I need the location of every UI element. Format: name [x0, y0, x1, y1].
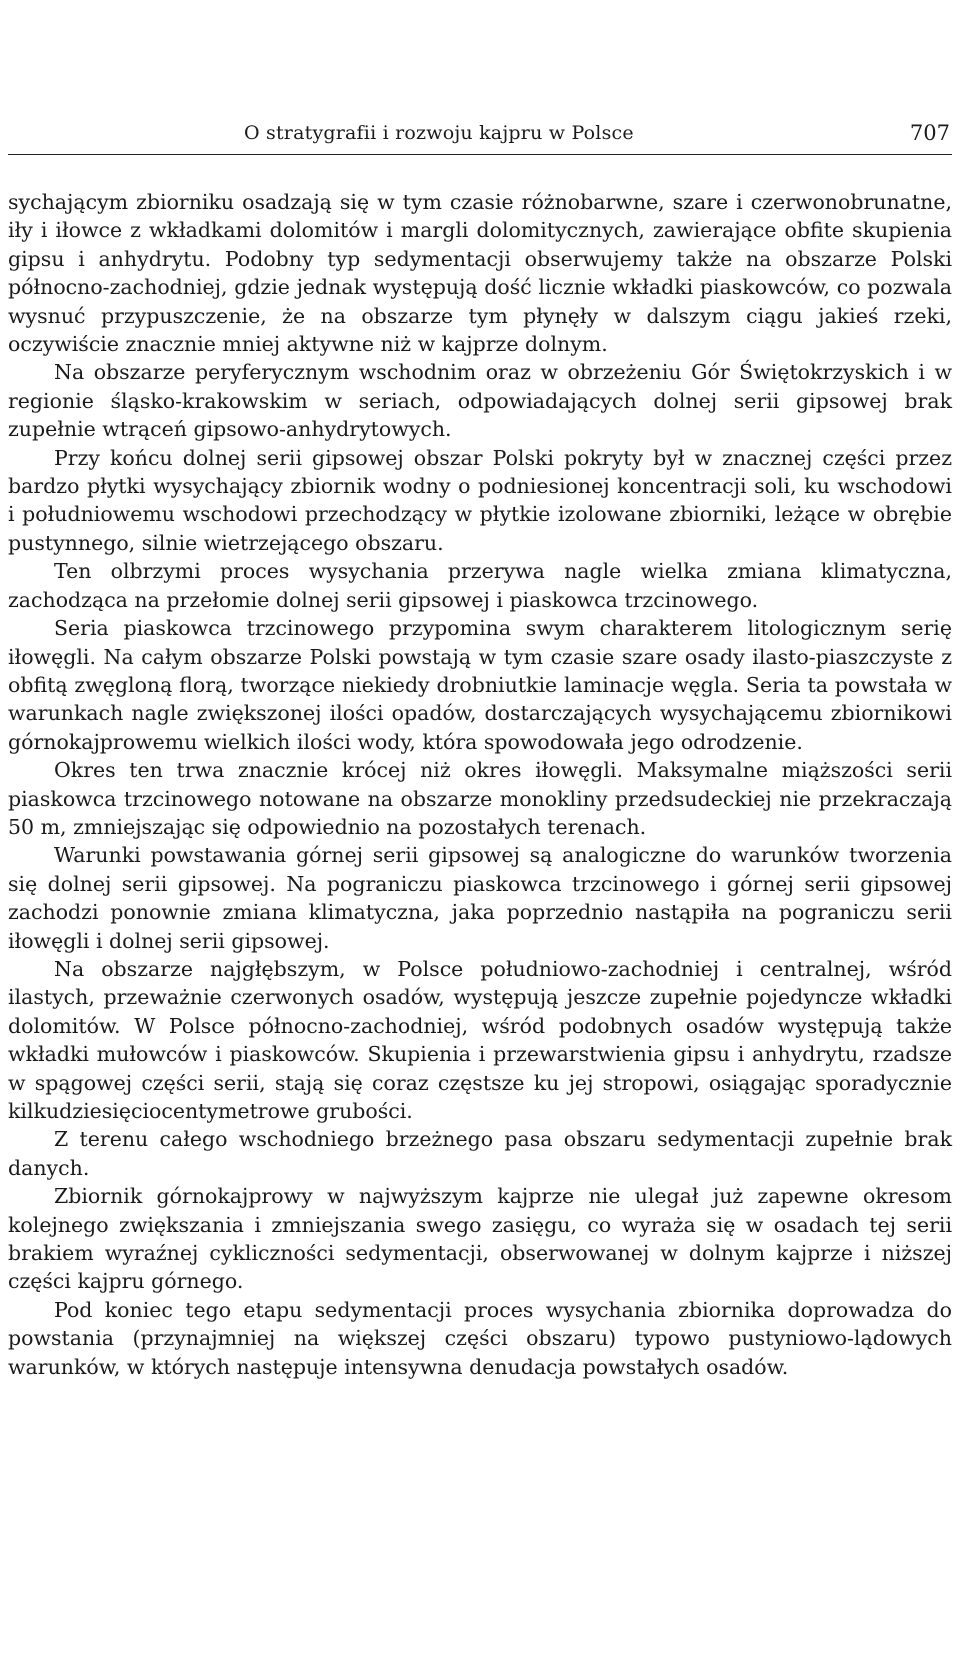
paragraph: Przy końcu dolnej serii gipsowej obszar Polski pokryty był w znacznej części przez bardzo płytki wysychający zbiornik wodny o podniesionej koncentracji soli, ku wschodowi i południowemu wschodowi przechodzący w płytkie izolowane zbiorniki, leżące w obrębie pustynnego, silnie wietrzejącego obszaru.	[8, 445, 952, 555]
paragraph: Pod koniec tego etapu sedymentacji proces wysychania zbiornika doprowadza do powstania (przynajmniej na większej części obszaru) typowo pustyniowo-lądowych warunków, w których następuje intensywna denudacja powstałych osadów.	[8, 1297, 952, 1379]
page-number: 707	[909, 121, 950, 145]
paragraph: Warunki powstawania górnej serii gipsowej są analogiczne do warunków tworzenia się dolnej serii gipsowej. Na pograniczu piaskowca trzcinowego i górnej serii gipsowej zachodzi ponownie zmiana klimatyczna, jaka poprzednio nastąpiła na pograniczu serii iłowęgli i dolnej serii gipsowej.	[8, 843, 952, 953]
paragraph: Na obszarze peryferycznym wschodnim oraz w obrzeżeniu Gór Świętokrzyskich i w regionie śląsko-krakowskim w seriach, odpowiadających dolnej serii gipsowej brak zupełnie wtrąceń gipsowo-anhydrytowych.	[8, 360, 952, 442]
paragraph: Zbiornik górnokajprowy w najwyższym kajprze nie ulegał już zapewne okresom kolejnego zwiększania i zmniejszania swego zasięgu, co wyraża się w osadach tej serii brakiem wyraźnej cykliczności sedymentacji, obserwowanej w dolnym kajprze i niższej części kajpru górnego.	[8, 1184, 952, 1294]
running-title: O stratygrafii i rozwoju kajpru w Polsce	[244, 122, 634, 144]
running-head	[8, 110, 952, 155]
paragraph: sychającym zbiorniku osadzają się w tym czasie różnobarwne, szare i czerwonobrunatne, iły i iłowce z wkładkami dolomitów i margli dolomitycznych, zawierające obfite skupienia gipsu i anhydrytu. Podobny typ sedymentacji obserwujemy także na obszarze Polski północno-zachodniej, gdzie jednak występują dość licznie wkładki piaskowców, co pozwala wysnuć przypuszczenie, że na obszarze tym płynęły w dalszym ciągu jakieś rzeki, oczywiście znacznie mniej aktywne niż w kajprze dolnym.	[8, 190, 952, 357]
paragraph: Z terenu całego wschodniego brzeżnego pasa obszaru sedymentacji zupełnie brak danych.	[8, 1127, 952, 1180]
paragraph: Ten olbrzymi proces wysychania przerywa nagle wielka zmiana klimatyczna, zachodząca na przełomie dolnej serii gipsowej i piaskowca trzcinowego.	[8, 559, 952, 612]
paragraph: Na obszarze najgłębszym, w Polsce południowo-zachodniej i centralnej, wśród ilastych, przeważnie czerwonych osadów, występują jeszcze zupełnie pojedyncze wkładki dolomitów. W Polsce północno-zachodniej, wśród podobnych osadów występują także wkładki mułowców i piaskowców. Skupienia i przewarstwienia gipsu i anhydrytu, rzadsze w spągowej części serii, stają się coraz częstsze ku jej stropowi, osiągając sporadycznie kilkudziesięciocentymetrowe grubości.	[8, 956, 952, 1123]
paragraph: Okres ten trwa znacznie krócej niż okres iłowęgli. Maksymalne miąższości serii piaskowca trzcinowego notowane na obszarze monokliny przedsudeckiej nie przekraczają 50 m, zmniejszając się odpowiednio na pozostałych terenach.	[8, 758, 952, 839]
paragraph: Seria piaskowca trzcinowego przypomina swym charakterem litologicznym serię iłowęgli. Na całym obszarze Polski powstają w tym czasie szare osady ilasto-piaszczyste z obfitą zwęgloną florą, tworzące niekiedy drobniutkie laminacje węgla. Seria ta powstała w warunkach nagle zwiększonej ilości opadów, dostarczających wysychającemu zbiornikowi górnokajprowemu wielkich ilości wody, która spowodowała jego odrodzenie.	[8, 616, 952, 754]
body-text	[8, 188, 952, 1381]
